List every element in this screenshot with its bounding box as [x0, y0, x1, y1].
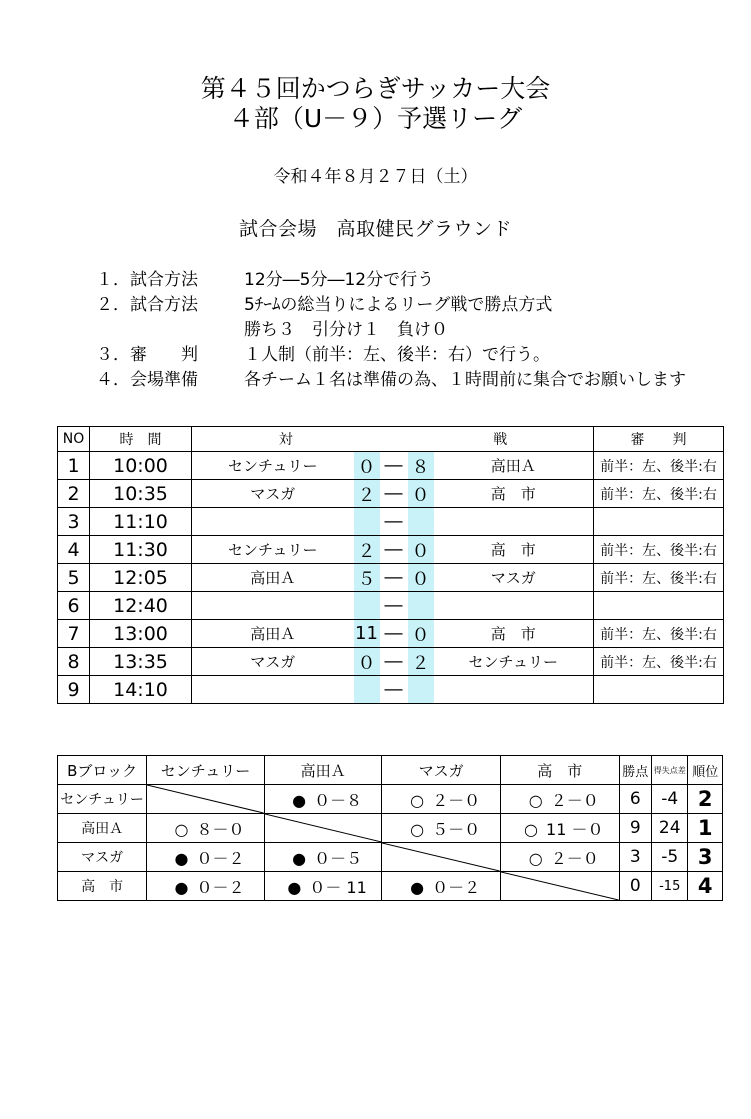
match-time: 10:35 [90, 480, 192, 508]
away-score: ０ [408, 480, 434, 508]
standings-team-name: センチュリー [58, 785, 147, 814]
loss-mark: ● [287, 877, 302, 897]
rule-label: ３．審 判 [96, 345, 198, 365]
win-mark: ○ [528, 790, 543, 810]
match-time: 11:10 [90, 508, 192, 536]
home-team: マスガ [192, 480, 354, 508]
event-date: 令和４年８月２７日（土） [273, 167, 478, 187]
schedule-row [58, 536, 724, 564]
result-score: 11 －０ [546, 819, 604, 839]
rule-text: 各チーム１名は準備の為、１時間前に集合でお願いします [244, 370, 686, 390]
goal-difference: -5 [651, 843, 687, 872]
header-no: NO [58, 427, 90, 452]
match-number: 9 [58, 676, 90, 704]
result-cell [382, 785, 501, 814]
score-dash: ― [380, 676, 408, 704]
header-team-3: マスガ [382, 756, 501, 785]
rank: 4 [688, 872, 723, 901]
result-score: ０－８ [314, 790, 363, 810]
schedule-row [58, 564, 724, 592]
points: 0 [619, 872, 651, 901]
standings-row [58, 872, 723, 901]
rule-label: １．試合方法 [96, 270, 198, 290]
away-score: ８ [408, 452, 434, 480]
match-number: 6 [58, 592, 90, 620]
referee [594, 676, 724, 704]
result-score: ０－２ [432, 877, 481, 897]
self-match-cell [500, 872, 619, 901]
diagonal-line [501, 872, 619, 900]
result-cell [147, 872, 265, 901]
loss-mark: ● [174, 877, 189, 897]
loss-mark: ● [174, 848, 189, 868]
diagonal-line [147, 785, 264, 813]
score-dash: ― [380, 592, 408, 620]
match-number: 1 [58, 452, 90, 480]
loss-mark: ● [292, 848, 307, 868]
self-match-cell [264, 814, 382, 843]
page-subtitle: ４部（U－９）予選リーグ [228, 104, 523, 133]
header-gap [380, 427, 408, 452]
win-mark: ○ [524, 819, 538, 839]
schedule-row [58, 676, 724, 704]
rank: 2 [688, 785, 723, 814]
referee: 前半：左、後半:右 [594, 480, 724, 508]
schedule-row [58, 620, 724, 648]
result-score: ２－０ [432, 790, 481, 810]
home-score: ２ [354, 536, 380, 564]
header-sen: 戦 [408, 427, 594, 452]
match-time: 14:10 [90, 676, 192, 704]
referee [594, 592, 724, 620]
standings-table [57, 755, 723, 901]
header-team-2: 高田Ａ [264, 756, 382, 785]
away-team [434, 592, 594, 620]
win-mark: ○ [174, 819, 189, 839]
result-cell [264, 785, 382, 814]
venue: 試合会場 高取健民グラウンド [238, 218, 512, 240]
header-block: Bブロック [58, 756, 147, 785]
home-score [354, 508, 380, 536]
match-time: 13:00 [90, 620, 192, 648]
score-dash: ― [380, 648, 408, 676]
result-cell [500, 814, 619, 843]
home-score: ０ [354, 648, 380, 676]
referee: 前半：左、後半:右 [594, 564, 724, 592]
schedule-table [57, 426, 724, 704]
schedule-row [58, 648, 724, 676]
referee [594, 508, 724, 536]
away-score: ０ [408, 536, 434, 564]
result-score: ０－２ [196, 877, 245, 897]
goal-difference: -15 [651, 872, 687, 901]
loss-mark: ● [410, 877, 425, 897]
self-match-cell [382, 843, 501, 872]
home-team [192, 676, 354, 704]
home-score: ０ [354, 452, 380, 480]
away-score [408, 676, 434, 704]
standings-row [58, 814, 723, 843]
away-team: 高 市 [434, 620, 594, 648]
result-cell [382, 872, 501, 901]
header-team-1: センチュリー [147, 756, 265, 785]
rule-label: ２．試合方法 [96, 295, 198, 315]
score-dash: ― [380, 564, 408, 592]
header-vs: 対 [192, 427, 380, 452]
header-ref: 審 判 [594, 427, 724, 452]
result-score: ２－０ [550, 790, 599, 810]
rank: 3 [688, 843, 723, 872]
standings-team-name: マスガ [58, 843, 147, 872]
away-score: ２ [408, 648, 434, 676]
away-score [408, 508, 434, 536]
away-score: ０ [408, 620, 434, 648]
result-cell [500, 785, 619, 814]
result-cell [264, 872, 382, 901]
result-score: ２－０ [550, 848, 599, 868]
result-cell [382, 814, 501, 843]
home-team: センチュリー [192, 536, 354, 564]
win-mark: ○ [410, 819, 425, 839]
result-cell [500, 843, 619, 872]
home-team: 高田Ａ [192, 620, 354, 648]
home-team [192, 592, 354, 620]
home-team: 高田Ａ [192, 564, 354, 592]
match-time: 12:05 [90, 564, 192, 592]
standings-team-name: 高 市 [58, 872, 147, 901]
match-time: 11:30 [90, 536, 192, 564]
match-number: 7 [58, 620, 90, 648]
score-dash: ― [380, 508, 408, 536]
referee: 前半：左、後半:右 [594, 648, 724, 676]
result-cell [264, 843, 382, 872]
result-score: ０－ 11 [309, 877, 367, 897]
match-time: 12:40 [90, 592, 192, 620]
home-team [192, 508, 354, 536]
self-match-cell [147, 785, 265, 814]
header-rank: 順位 [688, 756, 723, 785]
points: 3 [619, 843, 651, 872]
away-team: 高田Ａ [434, 452, 594, 480]
schedule-header-row [58, 427, 724, 452]
match-number: 2 [58, 480, 90, 508]
match-number: 8 [58, 648, 90, 676]
score-dash: ― [380, 620, 408, 648]
home-score: ２ [354, 480, 380, 508]
standings-row [58, 785, 723, 814]
away-team [434, 508, 594, 536]
rule-label: ４．会場準備 [96, 370, 198, 390]
home-score: ５ [354, 564, 380, 592]
away-score: ０ [408, 564, 434, 592]
score-dash: ― [380, 452, 408, 480]
match-number: 5 [58, 564, 90, 592]
schedule-row [58, 592, 724, 620]
away-score [408, 592, 434, 620]
away-team: 高 市 [434, 536, 594, 564]
win-mark: ○ [410, 790, 425, 810]
rule-text: 5ﾁｰﾑの総当りによるリーグ戦で勝点方式 [244, 295, 553, 315]
away-team: センチュリー [434, 648, 594, 676]
result-cell [147, 843, 265, 872]
match-time: 13:35 [90, 648, 192, 676]
diagonal-line [265, 814, 382, 842]
home-score [354, 676, 380, 704]
header-goal-diff: 得失点差 [651, 756, 687, 785]
referee: 前半：左、後半:右 [594, 620, 724, 648]
page-title: 第４５回かつらぎサッカー大会 [200, 74, 551, 103]
standings-row [58, 843, 723, 872]
match-number: 4 [58, 536, 90, 564]
header-points: 勝点 [619, 756, 651, 785]
home-team: センチュリー [192, 452, 354, 480]
schedule-row [58, 480, 724, 508]
away-team: 高 市 [434, 480, 594, 508]
goal-difference: 24 [651, 814, 687, 843]
home-score: 11 [354, 620, 380, 648]
standings-header-row [58, 756, 723, 785]
schedule-row [58, 508, 724, 536]
rank: 1 [688, 814, 723, 843]
loss-mark: ● [292, 790, 307, 810]
header-time: 時 間 [90, 427, 192, 452]
rule-text: 12分―5分―12分で行う [244, 270, 435, 290]
home-score [354, 592, 380, 620]
referee: 前半：左、後半:右 [594, 536, 724, 564]
header-team-4: 高 市 [500, 756, 619, 785]
schedule-row [58, 452, 724, 480]
standings-team-name: 高田Ａ [58, 814, 147, 843]
goal-difference: -4 [651, 785, 687, 814]
result-score: ８－０ [196, 819, 245, 839]
diagonal-line [382, 843, 500, 871]
away-team [434, 676, 594, 704]
result-score: ０－５ [314, 848, 363, 868]
rule-text: １人制（前半：左、後半：右）で行う。 [244, 345, 550, 365]
match-number: 3 [58, 508, 90, 536]
score-dash: ― [380, 536, 408, 564]
result-cell [147, 814, 265, 843]
result-score: ０－２ [196, 848, 245, 868]
score-dash: ― [380, 480, 408, 508]
win-mark: ○ [528, 848, 543, 868]
points: 9 [619, 814, 651, 843]
rule-text: 勝ち３ 引分け１ 負け０ [244, 320, 448, 340]
away-team: マスガ [434, 564, 594, 592]
result-score: ５－０ [432, 819, 481, 839]
match-time: 10:00 [90, 452, 192, 480]
referee: 前半：左、後半:右 [594, 452, 724, 480]
points: 6 [619, 785, 651, 814]
home-team: マスガ [192, 648, 354, 676]
